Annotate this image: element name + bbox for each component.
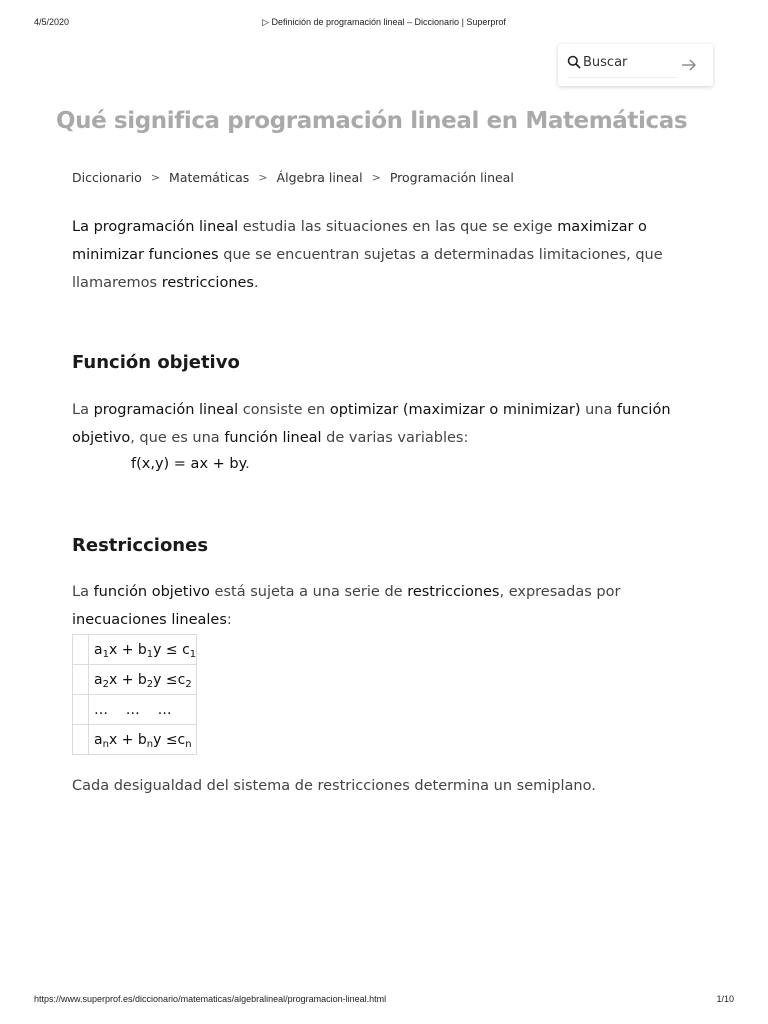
inequalities-table <box>72 634 197 755</box>
table-row <box>73 665 197 695</box>
funcion-objetivo-paragraph: La programación lineal consiste en optimizar (maximizar o minimizar) una función objetivo, que es una función lineal de varias variables: <box>72 402 671 446</box>
breadcrumb-programacion-lineal[interactable]: Programación lineal <box>389 170 514 185</box>
closing-section <box>72 772 672 800</box>
breadcrumb-algebra-lineal[interactable]: Álgebra lineal <box>276 170 363 185</box>
print-page-count: 1/10 <box>716 994 734 1004</box>
inequality-2: $a_2x + b_2y \le c_2$ <box>89 665 197 695</box>
restricciones-paragraph: La función objetivo está sujeta a una serie de restricciones, expresadas por inecuaciones lineales: <box>72 584 621 628</box>
search-box <box>558 44 713 86</box>
search-icon <box>567 55 581 69</box>
term-maximizar-minimizar: maximizar o minimizar funciones <box>72 219 647 263</box>
chevron-right-icon: > <box>258 171 268 184</box>
print-footer <box>34 994 734 1008</box>
closing-paragraph: Cada desigualdad del sistema de restricciones determina un semiplano. <box>72 778 596 794</box>
table-row <box>73 695 197 725</box>
section-title-funcion-objetivo: Función objetivo <box>72 352 240 373</box>
section-title-restricciones: Restricciones <box>72 535 209 556</box>
inequality-ellipsis: … … … <box>89 695 197 725</box>
breadcrumb <box>72 170 514 185</box>
search-input[interactable] <box>583 53 673 71</box>
print-url: https://www.superprof.es/diccionario/matematicas/algebralineal/programacion-lineal.html <box>34 994 387 1004</box>
print-header <box>34 17 734 31</box>
intro-paragraph: La programación lineal estudia las situaciones en las que se exige maximizar o minimizar funciones que se encuentran sujetas a determinadas limitaciones, que llamaremos restricciones. <box>72 219 663 291</box>
funcion-objetivo-section <box>72 396 672 452</box>
intro-section <box>72 213 672 297</box>
breadcrumb-diccionario[interactable]: Diccionario <box>72 170 142 185</box>
table-row <box>73 635 197 665</box>
inequality-1: $a_1x + b_1y \le c_1$ <box>89 635 197 665</box>
print-doc-title: ▷ Definición de programación lineal – Diccionario | Superprof <box>262 17 506 27</box>
restricciones-section <box>72 578 672 634</box>
breadcrumb-matematicas[interactable]: Matemáticas <box>169 170 250 185</box>
chevron-right-icon: > <box>371 171 381 184</box>
term-programacion-lineal: La programación lineal <box>72 219 239 235</box>
search-divider <box>568 77 678 78</box>
objective-formula: f(x,y) = ax + by. <box>131 456 250 472</box>
term-restricciones: restricciones <box>161 275 254 291</box>
table-row <box>73 725 197 755</box>
arrow-right-icon[interactable] <box>680 57 698 73</box>
print-date: 4/5/2020 <box>34 17 70 27</box>
inequality-n: $a_nx + b_ny \le c_n$ <box>89 725 197 755</box>
chevron-right-icon: > <box>150 171 161 184</box>
page-title: Qué significa programación lineal en Matemáticas <box>56 108 688 134</box>
